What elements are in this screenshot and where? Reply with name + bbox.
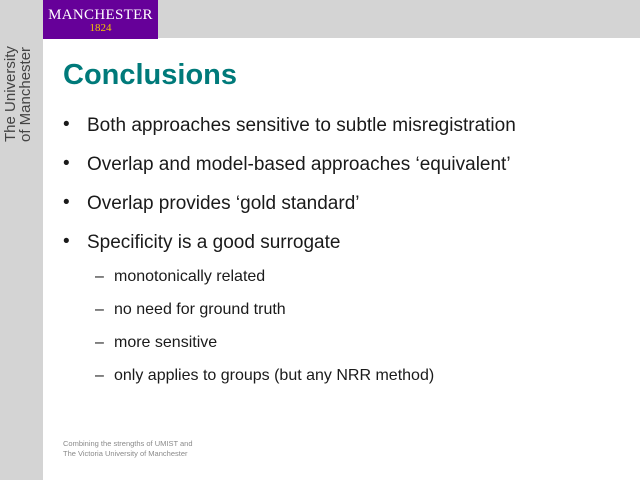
slide-title: Conclusions: [63, 59, 238, 91]
sub-bullet-marker: –: [95, 301, 104, 318]
manchester-logo: [43, 0, 158, 39]
bullet-marker: •: [63, 192, 70, 213]
bullet-marker: •: [63, 231, 70, 252]
bullet-marker: •: [63, 114, 70, 135]
bullet-text: Specificity is a good surrogate: [87, 232, 341, 253]
footer-line-2: The Victoria University of Manchester: [63, 449, 188, 458]
sub-bullet-text: only applies to groups (but any NRR method): [114, 367, 435, 384]
wordmark-line-2: of Manchester: [17, 46, 34, 142]
wordmark-line-1: The University: [2, 46, 19, 142]
sub-bullet-marker: –: [95, 268, 104, 285]
bullet-text: Overlap provides ‘gold standard’: [87, 193, 360, 214]
logo-name: MANCHESTER: [48, 7, 153, 23]
sub-bullet-text: no need for ground truth: [114, 301, 286, 318]
footer-line-1: Combining the strengths of UMIST and: [63, 439, 193, 448]
university-vertical-wordmark: [3, 12, 33, 142]
sub-bullet-text: more sensitive: [114, 334, 218, 351]
sub-bullet-marker: –: [95, 334, 104, 351]
sub-bullet-text: monotonically related: [114, 268, 266, 285]
bullet-text: Overlap and model-based approaches ‘equivalent’: [87, 154, 511, 175]
bullet-text: Both approaches sensitive to subtle misregistration: [87, 115, 516, 136]
sub-bullet-marker: –: [95, 367, 104, 384]
bullet-marker: •: [63, 153, 70, 174]
logo-year: 1824: [89, 22, 112, 34]
slide-footer: [63, 439, 193, 459]
